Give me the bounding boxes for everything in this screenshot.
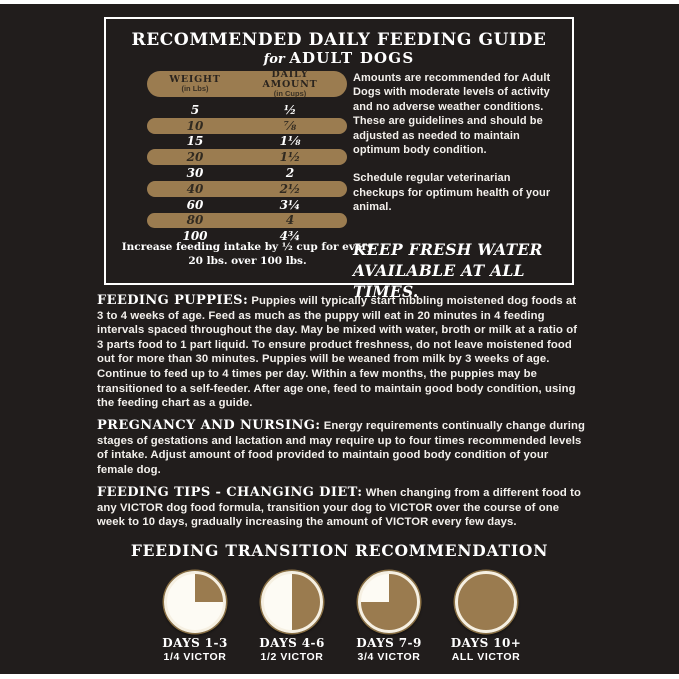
weight-value: 30 <box>186 166 204 181</box>
transition-step-label <box>247 636 337 663</box>
pie-chart-quarter-victor <box>164 571 226 633</box>
amounts-paragraph: Amounts are recommended for Adult Dogs with moderate levels of activity and no adverse weather conditions. These are guidelines and should be adjusted as needed to maintain optimum body condition. <box>353 72 551 157</box>
over-100lbs-note: Increase feeding intake by ½ cup for every 20 lbs. over 100 lbs. <box>121 241 374 267</box>
guide-title: RECOMMENDED DAILY FEEDING GUIDE <box>131 30 547 50</box>
amount-value: 4¾ <box>279 229 301 244</box>
table-row <box>147 118 347 134</box>
keep-fresh-water-notice: KEEP FRESH WATER AVAILABLE AT ALL TIMES. <box>353 239 543 301</box>
weight-value: 100 <box>182 229 208 244</box>
portion-label: ALL VICTOR <box>451 651 521 663</box>
guide-subtitle-adult-dogs: ADULT DOGS <box>289 49 415 67</box>
weight-value: 20 <box>186 150 204 165</box>
days-range: DAYS 4-6 <box>259 636 325 650</box>
weight-value: 5 <box>190 102 200 117</box>
days-range: DAYS 1-3 <box>162 636 228 650</box>
table-row <box>147 213 347 229</box>
pie-chart-three-quarter-victor <box>358 571 420 633</box>
pregnancy-nursing-section <box>97 419 585 477</box>
table-row <box>147 149 347 165</box>
transition-title: FEEDING TRANSITION RECOMMENDATION <box>130 541 549 560</box>
guide-subtitle-for: for <box>263 52 285 67</box>
table-row <box>147 165 347 181</box>
pie-chart-half-victor <box>261 571 323 633</box>
amount-header-label: DAILY AMOUNT <box>262 69 318 91</box>
feeding-tips-section <box>97 486 585 530</box>
feeding-tips-heading: FEEDING TIPS - CHANGING DIET: <box>97 485 363 500</box>
weight-value: 15 <box>186 134 204 149</box>
weight-value: 10 <box>186 118 204 133</box>
feeding-table-header <box>147 71 347 97</box>
amount-value: 2 <box>285 166 295 181</box>
days-range: DAYS 7-9 <box>356 636 422 650</box>
amount-value: 2½ <box>279 181 301 196</box>
portion-label: 1/4 VICTOR <box>163 651 227 663</box>
weight-column-header <box>147 75 243 93</box>
vet-checkups-paragraph: Schedule regular veterinarian checkups for optimum health of your animal. <box>353 172 551 214</box>
transition-step-label <box>150 636 240 663</box>
table-row <box>147 102 347 118</box>
feeding-table-rows <box>147 102 347 244</box>
days-range: DAYS 10+ <box>450 636 522 650</box>
amount-column-header <box>243 70 337 98</box>
amount-value: ⅞ <box>283 118 297 133</box>
guide-right-column <box>353 71 561 302</box>
amount-header-unit: (in Cups) <box>273 89 307 99</box>
pregnancy-nursing-text: Energy requirements continually change during stages of gestations and lactation and may require up to four times recommended levels of intake. Adjust amount of food provided to maintain good body condition of your female dog. <box>97 420 585 476</box>
weight-header-label: WEIGHT <box>169 74 221 86</box>
weight-value: 40 <box>186 181 204 196</box>
amount-value: 4 <box>285 213 295 228</box>
portion-label: 1/2 VICTOR <box>260 651 324 663</box>
table-row <box>147 197 347 213</box>
page-edge-bottom <box>0 674 679 679</box>
amount-value: 3¼ <box>279 197 301 212</box>
pregnancy-nursing-heading: PREGNANCY AND NURSING: <box>97 418 321 433</box>
portion-label: 3/4 VICTOR <box>357 651 421 663</box>
transition-step-label <box>344 636 434 663</box>
feeding-puppies-section <box>97 294 585 411</box>
amount-value: 1⅛ <box>279 134 301 149</box>
weight-value: 80 <box>186 213 204 228</box>
feeding-puppies-heading: FEEDING PUPPIES: <box>97 293 249 308</box>
pie-chart-all-victor <box>455 571 517 633</box>
page-edge-top <box>0 0 679 4</box>
amount-value: ½ <box>283 102 297 117</box>
table-row <box>147 181 347 197</box>
weight-value: 60 <box>186 197 204 212</box>
transition-step-label <box>441 636 531 663</box>
feeding-puppies-text: Puppies will typically start nibbling moistened dog foods at 3 to 4 weeks of age. Feed as much as the puppy will eat in 20 minutes in 4 feeding intervals spaced throughout the day. May be mixed with water, broth or milk at a ratio of 3 parts food to 1 part liquid. To ensure product freshness, do not leave moistened food out for more than 30 minutes. Puppies will be weaned from milk by 3 weeks of age. Continue to feed up to 4 times per day. Within a few months, the puppies may be transitioned to a self-feeder. After age one, feed to maintain good body condition, using the feeding chart as a guide. <box>97 295 578 410</box>
feeding-tips-text: When changing from a different food to any VICTOR dog food formula, transition your dog to VICTOR over the course of one week to 10 days, gradually increasing the amount of VICTOR every few days. <box>97 487 581 529</box>
feeding-table <box>147 71 347 244</box>
table-row <box>147 134 347 150</box>
guide-subtitle <box>106 49 572 68</box>
weight-header-unit: (in Lbs) <box>181 84 209 94</box>
amount-value: 1½ <box>279 150 301 165</box>
